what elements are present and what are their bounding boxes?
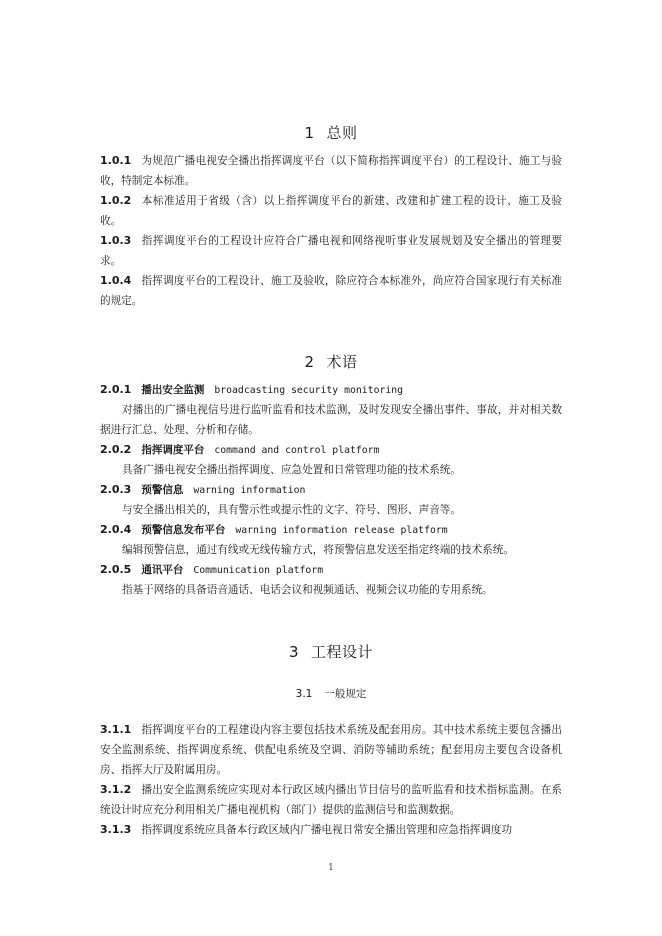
clause-1-0-1 (100, 151, 562, 191)
term-number: 2.0.4 (100, 523, 132, 536)
term-english: command and control platform (214, 445, 380, 456)
term-english: warning information (193, 485, 306, 496)
page-number: 1 (328, 863, 334, 873)
term-chinese: 预警信息发布平台 (141, 524, 226, 536)
clause-1-0-3 (100, 231, 562, 271)
term-2-0-4-definition: 编辑预警信息，通过有线或无线传输方式，将预警信息发送至指定终端的技术系统。 (122, 544, 514, 556)
clause-number: 1.0.4 (100, 274, 132, 287)
term-chinese: 指挥调度平台 (141, 444, 205, 456)
chapter-title: 术语 (326, 353, 358, 371)
chapter-title: 总则 (326, 124, 358, 142)
clause-text: 指挥调度平台的工程设计应符合广播电视和网络视听事业发展规划及安全播出的管理要求。 (100, 235, 562, 267)
clause-number: 3.1.1 (100, 723, 132, 736)
term-chinese: 播出安全监测 (141, 384, 205, 396)
chapter-number: 1 (304, 124, 315, 142)
term-2-0-2 (100, 440, 562, 461)
term-number: 2.0.1 (100, 383, 132, 396)
clause-text: 指挥调度平台的工程建设内容主要包括技术系统及配套用房。其中技术系统主要包含播出安全监测系统、指挥调度系统、供配电系统及空调、消防等辅助系统；配套用房主要包含设备机房、指挥大厅及附属用房。 (100, 724, 562, 776)
clause-3-1-2 (100, 780, 562, 820)
chapter-3-heading (0, 641, 662, 662)
clause-3-1-1 (100, 720, 562, 780)
chapter-title: 工程设计 (311, 643, 374, 661)
section-3-1-heading (0, 686, 662, 701)
term-english: warning information release platform (235, 525, 448, 536)
term-chinese: 通讯平台 (141, 564, 184, 576)
term-2-0-5 (100, 560, 562, 581)
term-2-0-1 (100, 380, 562, 401)
term-number: 2.0.3 (100, 483, 132, 496)
clause-text: 播出安全监测系统应实现对本行政区域内播出节目信号的监听监看和技术指标监测。在系统设计时应充分利用相关广播电视机构（部门）提供的监测信号和监测数据。 (100, 784, 562, 816)
clause-text: 为规范广播电视安全播出指挥调度平台（以下简称指挥调度平台）的工程设计、施工与验收，特制定本标准。 (100, 155, 562, 187)
term-english: Communication platform (193, 565, 324, 576)
clause-number: 1.0.1 (100, 154, 132, 167)
term-number: 2.0.2 (100, 443, 132, 456)
chapter-2-heading (0, 351, 662, 372)
clause-number: 1.0.3 (100, 234, 132, 247)
clause-text: 指挥调度系统应具备本行政区域内广播电视日常安全播出管理和应急指挥调度功 (141, 824, 513, 836)
term-2-0-5-definition: 指基于网络的具备语音通话、电话会议和视频通话、视频会议功能的专用系统。 (122, 584, 493, 596)
chapter-1-heading (0, 122, 662, 143)
term-chinese: 预警信息 (141, 484, 184, 496)
clause-1-0-4 (100, 271, 562, 311)
term-english: broadcasting security monitoring (214, 385, 404, 396)
clause-1-0-2 (100, 191, 562, 231)
clause-number: 1.0.2 (100, 194, 132, 207)
clause-number: 3.1.2 (100, 783, 132, 796)
section-title: 一般规定 (324, 688, 367, 700)
term-2-0-4 (100, 520, 562, 541)
term-number: 2.0.5 (100, 563, 132, 576)
chapter-number: 3 (288, 643, 300, 661)
clause-text: 本标准适用于省级（含）以上指挥调度平台的新建、改建和扩建工程的设计、施工及验收。 (100, 195, 562, 227)
term-2-0-2-definition: 具备广播电视安全播出指挥调度、应急处置和日常管理功能的技术系统。 (122, 464, 461, 476)
chapter-number: 2 (304, 353, 315, 371)
term-2-0-3-definition: 与安全播出相关的，具有警示性或提示性的文字、符号、图形、声音等。 (122, 504, 461, 516)
section-number: 3.1 (295, 688, 313, 700)
clause-text: 指挥调度平台的工程设计、施工及验收，除应符合本标准外，尚应符合国家现行有关标准的规定。 (100, 275, 562, 307)
term-2-0-1-definition: 对播出的广播电视信号进行监听监看和技术监测，及时发现安全播出事件、事故，并对相关数据进行汇总、处理、分析和存储。 (100, 404, 562, 436)
clause-3-1-3 (100, 820, 562, 840)
term-2-0-3 (100, 480, 562, 501)
clause-number: 3.1.3 (100, 823, 132, 836)
